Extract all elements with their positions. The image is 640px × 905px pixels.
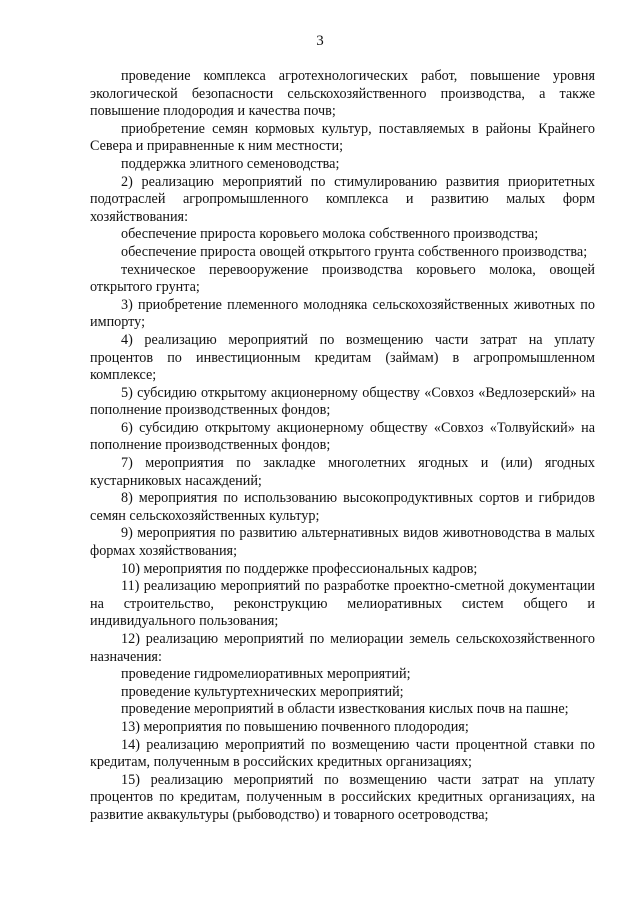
paragraph: проведение культуртехнических мероприятий; [121, 683, 404, 700]
paragraph: 10) мероприятия по поддержке профессиональных кадров; [121, 560, 478, 577]
paragraph: проведение комплекса агротехнологических работ, повышение уровня экологической безопасности сельскохозяйственного производства, а также повышение плодородия и качества почв; [90, 68, 595, 120]
paragraph: 6) субсидию открытому акционерному обществу «Совхоз «Толвуйский» на пополнение производственных фондов; [90, 419, 595, 454]
paragraph: проведение мероприятий в области известкования кислых почв на пашне; [121, 701, 569, 718]
paragraph: 9) мероприятия по развитию альтернативных видов животноводства в малых формах хозяйствования; [90, 525, 595, 560]
page-number: 3 [316, 33, 324, 49]
paragraph: 8) мероприятия по использованию высокопродуктивных сортов и гибридов семян сельскохозяйственных культур; [90, 490, 595, 524]
paragraph: поддержка элитного семеноводства; [121, 155, 340, 172]
paragraph: 12) реализацию мероприятий по мелиорации земель сельскохозяйственного назначения: [90, 631, 595, 665]
paragraph: 11) реализацию мероприятий по разработке проектно-сметной документации на строительство, реконструкцию мелиоративных систем общего и индивидуального пользования; [90, 578, 595, 630]
paragraph: 15) реализацию мероприятий по возмещению части затрат на уплату процентов по кредитам, полученным в российских кредитных организациях, на развитие аквакультуры (рыбоводство) и товарного осетроводства; [90, 771, 595, 823]
paragraph: обеспечение прироста овощей открытого грунта собственного производства; [121, 243, 588, 260]
paragraph: техническое перевооружение производства коровьего молока, овощей открытого грунта; [90, 261, 595, 296]
paragraph: проведение гидромелиоративных мероприятий; [121, 666, 411, 683]
paragraph: 7) мероприятия по закладке многолетних ягодных и (или) ягодных кустарниковых насаждений; [90, 455, 595, 489]
paragraph: 3) приобретение племенного молодняка сельскохозяйственных животных по импорту; [90, 296, 595, 331]
paragraph: приобретение семян кормовых культур, поставляемых в районы Крайнего Севера и приравненные к ним местности; [90, 120, 595, 155]
paragraph: 13) мероприятия по повышению почвенного плодородия; [121, 718, 469, 735]
paragraph: 5) субсидию открытому акционерному обществу «Совхоз «Ведлозерский» на пополнение производственных фондов; [90, 384, 595, 419]
paragraph: 2) реализацию мероприятий по стимулированию развития приоритетных подотраслей агропромышленного комплекса и развитию малых форм хозяйствования: [90, 173, 595, 225]
document-body [90, 68, 595, 825]
paragraph: обеспечение прироста коровьего молока собственного производства; [121, 226, 539, 243]
paragraph: 4) реализацию мероприятий по возмещению части затрат на уплату процентов по инвестиционным кредитам (займам) в агропромышленном комплексе; [90, 331, 595, 384]
paragraph: 14) реализацию мероприятий по возмещению части процентной ставки по кредитам, полученным в российских кредитных организациях; [90, 736, 595, 771]
